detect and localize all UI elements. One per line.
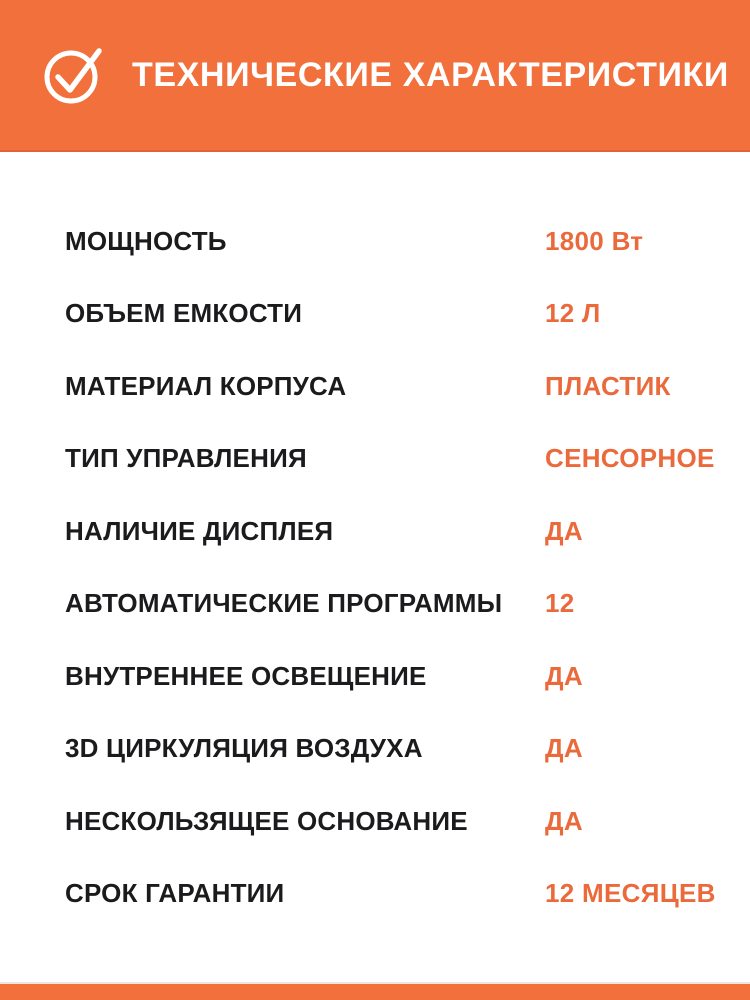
spec-value: 12 МЕСЯЦЕВ	[545, 878, 716, 909]
spec-list	[0, 152, 750, 930]
page-title: ТЕХНИЧЕСКИЕ ХАРАКТЕРИСТИКИ	[132, 55, 729, 94]
spec-row	[0, 205, 750, 278]
spec-label: ТИП УПРАВЛЕНИЯ	[65, 443, 307, 474]
spec-value: ДА	[545, 733, 583, 764]
spec-label: ОБЪЕМ ЕМКОСТИ	[65, 298, 303, 329]
spec-label: МОЩНОСТЬ	[65, 225, 227, 256]
spec-row	[0, 423, 750, 496]
spec-value: ДА	[545, 660, 583, 691]
spec-row	[0, 640, 750, 713]
spec-value: ДА	[545, 515, 583, 546]
spec-value: 1800 Вт	[545, 225, 644, 256]
spec-value: 12	[545, 588, 575, 619]
footer-bar	[0, 982, 750, 1000]
spec-label: СРОК ГАРАНТИИ	[65, 878, 285, 909]
spec-value: 12 Л	[545, 298, 601, 329]
spec-row	[0, 713, 750, 786]
spec-row	[0, 785, 750, 858]
header	[0, 0, 750, 152]
check-circle-icon	[44, 47, 106, 109]
spec-value: ПЛАСТИК	[545, 370, 671, 401]
spec-value: СЕНСОРНОЕ	[545, 443, 715, 474]
spec-label: НАЛИЧИЕ ДИСПЛЕЯ	[65, 515, 334, 546]
spec-label: МАТЕРИАЛ КОРПУСА	[65, 370, 347, 401]
spec-row	[0, 350, 750, 423]
spec-label: ВНУТРЕННЕЕ ОСВЕЩЕНИЕ	[65, 660, 427, 691]
spec-row	[0, 568, 750, 641]
spec-row	[0, 495, 750, 568]
spec-value: ДА	[545, 805, 583, 836]
spec-label: НЕСКОЛЬЗЯЩЕЕ ОСНОВАНИЕ	[65, 805, 468, 836]
spec-label: 3D ЦИРКУЛЯЦИЯ ВОЗДУХА	[65, 733, 423, 764]
spec-row	[0, 278, 750, 351]
spec-row	[0, 858, 750, 931]
spec-label: АВТОМАТИЧЕСКИЕ ПРОГРАММЫ	[65, 588, 503, 619]
